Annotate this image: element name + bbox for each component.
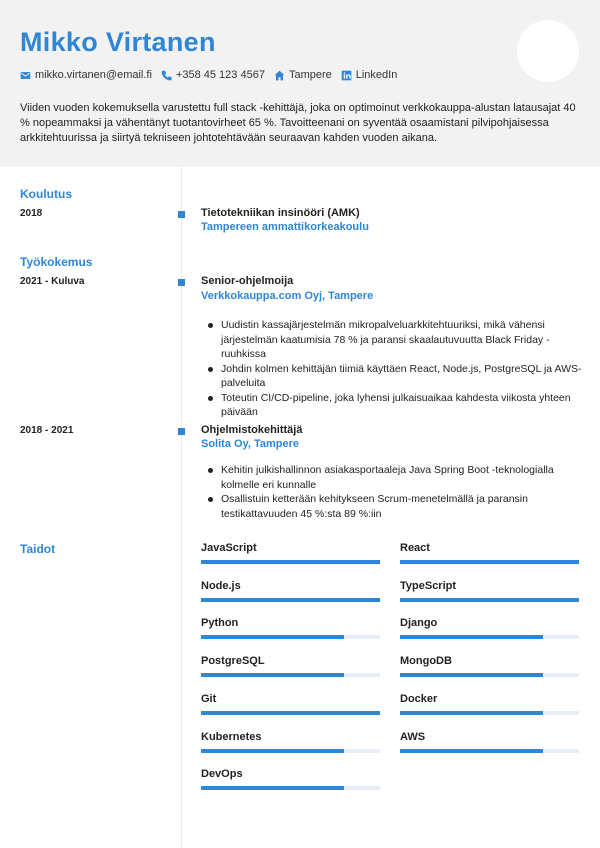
skill-item — [201, 693, 380, 715]
skill-name: TypeScript — [400, 579, 457, 592]
timeline-marker — [178, 279, 185, 286]
skill-level-bar — [201, 711, 380, 715]
skill-name: MongoDB — [400, 655, 452, 668]
skill-item — [400, 542, 579, 564]
achievement-item: Johdin kolmen kehittäjän tiimiä käyttäen React, Node.js, PostgreSQL ja AWS-palveluita — [207, 362, 587, 391]
skill-level-track — [400, 711, 579, 715]
job-title: Ohjelmistokehittäjä — [201, 424, 303, 436]
achievement-item: Toteutin CI/CD-pipeline, joka lyhensi julkaisuaikaa kahdesta viikosta yhteen päivään — [207, 391, 587, 420]
skill-name: DevOps — [201, 768, 243, 781]
candidate-name: Mikko Virtanen — [20, 27, 216, 57]
skill-name: AWS — [400, 730, 426, 743]
skill-name: PostgreSQL — [201, 655, 265, 668]
skill-item — [201, 731, 380, 753]
contact-row — [20, 69, 406, 81]
section-title-education: Koulutus — [20, 187, 72, 201]
contact-email[interactable] — [20, 69, 152, 81]
profile-summary: Viiden vuoden kokemuksella varustettu full stack -kehittäjä, joka on optimoinut verkkokauppa-alustan latausajat 40 % nopeammaksi ja vähentänyt tuotantovirheet 65 %. Tavoitteenani on syventää osaamistani pilvipohjaisessa arkkitehtuurissa ja siirtyä tekniseen johtotehtävään seuraavan kahden vuoden aikana. — [20, 102, 576, 144]
skill-name: Python — [201, 617, 239, 630]
skill-name: Docker — [400, 692, 438, 705]
job-date: 2018 - 2021 — [20, 425, 74, 436]
skill-level-track — [400, 749, 579, 753]
skill-level-bar — [400, 749, 543, 753]
home-icon — [274, 70, 285, 81]
job-achievements — [207, 463, 587, 521]
contact-location — [274, 69, 332, 81]
section-title-skills: Taidot — [20, 542, 56, 556]
skill-item — [201, 617, 380, 639]
skill-level-bar — [201, 635, 344, 639]
contact-linkedin[interactable] — [341, 69, 398, 81]
skill-name: React — [400, 542, 430, 554]
skill-item — [201, 542, 380, 564]
skill-name: Node.js — [201, 579, 241, 592]
skill-level-track — [400, 598, 579, 602]
timeline-divider — [181, 167, 182, 848]
skill-level-bar — [201, 673, 344, 677]
skill-item — [400, 731, 579, 753]
job-title: Senior-ohjelmoija — [201, 275, 294, 287]
timeline-marker — [178, 428, 185, 435]
skill-level-track — [400, 673, 579, 677]
skill-level-bar — [400, 560, 579, 564]
linkedin-icon — [341, 70, 352, 81]
education-degree: Tietotekniikan insinööri (AMK) — [201, 207, 360, 219]
timeline-marker — [178, 211, 185, 218]
skill-level-track — [201, 635, 380, 639]
achievement-item: Osallistuin ketterään kehitykseen Scrum-menetelmällä ja paransin testikattavuuden 45 %:sta 89 %:iin — [207, 492, 587, 521]
contact-phone-text: +358 45 123 4567 — [175, 69, 265, 81]
contact-linkedin-text: LinkedIn — [355, 69, 398, 81]
skill-item — [201, 655, 380, 677]
phone-icon — [161, 70, 172, 81]
education-school: Tampereen ammattikorkeakoulu — [201, 221, 369, 233]
skill-level-track — [201, 598, 380, 602]
skill-level-bar — [400, 711, 543, 715]
skill-item — [400, 617, 579, 639]
skill-level-bar — [201, 749, 344, 753]
achievement-item: Uudistin kassajärjestelmän mikropalveluarkkitehtuuriksi, mikä vähensi järjestelmän kaatumisia 78 % ja paransi skaalautuvuutta Black Friday -ruuhkissa — [207, 318, 587, 362]
job-company: Solita Oy, Tampere — [201, 438, 300, 450]
section-title-experience: Työkokemus — [20, 255, 93, 269]
skill-item — [400, 580, 579, 602]
skill-level-track — [201, 749, 380, 753]
skill-item — [400, 693, 579, 715]
skill-level-bar — [400, 598, 579, 602]
skill-item — [400, 655, 579, 677]
profile-photo — [517, 20, 579, 82]
skill-level-track — [201, 673, 380, 677]
job-achievements — [207, 318, 587, 420]
job-date: 2021 - Kuluva — [20, 276, 85, 287]
job-company: Verkkokauppa.com Oyj, Tampere — [201, 290, 374, 302]
skill-level-bar — [400, 673, 543, 677]
skill-level-bar — [201, 786, 344, 790]
skill-level-bar — [201, 598, 380, 602]
skill-item — [201, 768, 380, 790]
skill-level-track — [400, 635, 579, 639]
skill-item — [201, 580, 380, 602]
skill-level-bar — [400, 635, 543, 639]
achievement-item: Kehitin julkishallinnon asiakasportaaleja Java Spring Boot -teknologialla kolmelle eri kunnalle — [207, 463, 587, 492]
skill-level-bar — [201, 560, 380, 564]
contact-email-text: mikko.virtanen@email.fi — [35, 69, 152, 81]
mail-icon — [20, 70, 31, 81]
skill-name: Kubernetes — [201, 730, 262, 743]
skill-level-track — [201, 786, 380, 790]
skill-level-track — [400, 560, 579, 564]
skill-level-track — [201, 711, 380, 715]
skill-name: Django — [400, 617, 438, 630]
skill-name: Git — [201, 692, 217, 705]
skill-name: JavaScript — [201, 542, 257, 554]
contact-phone[interactable] — [161, 69, 265, 81]
education-date: 2018 — [20, 208, 43, 219]
contact-location-text: Tampere — [288, 69, 332, 81]
skill-level-track — [201, 560, 380, 564]
